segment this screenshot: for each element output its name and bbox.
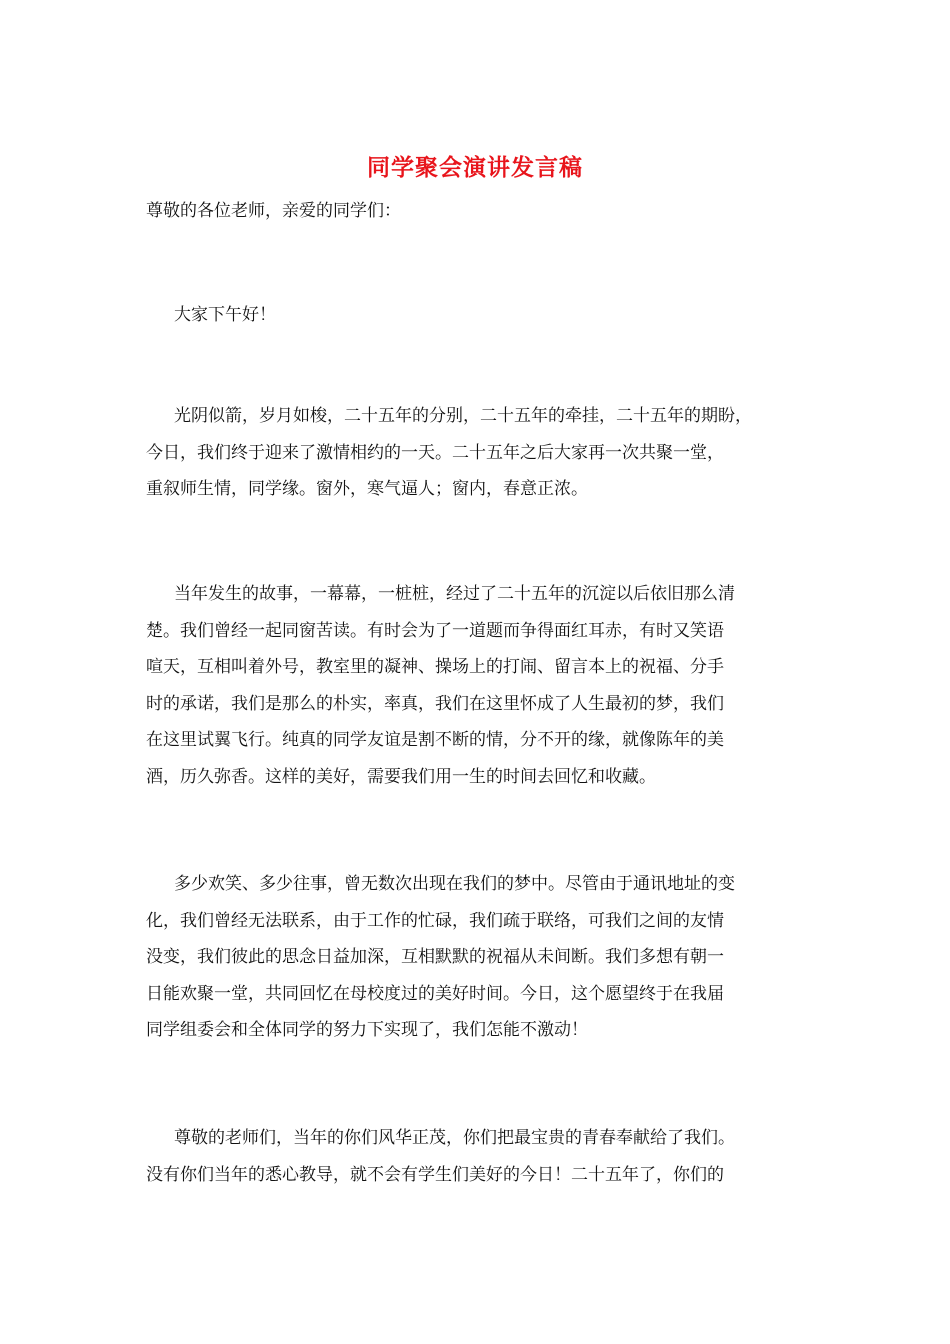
paragraph-line: 喧天，互相叫着外号，教室里的凝神、操场上的打闹、留言本上的祝福、分手 [146, 657, 724, 677]
paragraph-line: 光阴似箭，岁月如梭，二十五年的分别，二十五年的牵挂，二十五年的期盼， [174, 406, 752, 426]
document-title: 同学聚会演讲发言稿 [367, 154, 583, 181]
paragraph-line: 重叙师生情，同学缘。窗外，寒气逼人；窗内，春意正浓。 [146, 479, 588, 499]
paragraph-line: 日能欢聚一堂，共同回忆在母校度过的美好时间。今日，这个愿望终于在我届 [146, 983, 724, 1004]
paragraph-reunion [146, 866, 836, 1049]
paragraph-line: 在这里试翼飞行。纯真的同学友谊是割不断的情，分不开的缘，就像陈年的美 [146, 730, 724, 750]
paragraph-memories [146, 576, 836, 795]
paragraph-line: 没变，我们彼此的思念日益加深，互相默默的祝福从未间断。我们多想有朝一 [146, 947, 724, 967]
paragraph-teachers [146, 1120, 836, 1193]
paragraph-line: 多少欢笑、多少往事，曾无数次出现在我们的梦中。尽管由于通讯地址的变 [174, 874, 735, 894]
paragraph-line: 酒，历久弥香。这样的美好，需要我们用一生的时间去回忆和收藏。 [146, 766, 656, 787]
paragraph-greeting [146, 297, 836, 334]
paragraph-line: 楚。我们曾经一起同窗苦读。有时会为了一道题而争得面红耳赤，有时又笑语 [146, 620, 724, 641]
paragraph-line: 大家下午好！ [174, 305, 276, 325]
paragraph-line: 当年发生的故事，一幕幕，一桩桩，经过了二十五年的沉淀以后依旧那么清 [174, 584, 735, 604]
salutation: 尊敬的各位老师，亲爱的同学们： [146, 201, 401, 221]
paragraph-line: 同学组委会和全体同学的努力下实现了，我们怎能不激动！ [146, 1020, 588, 1040]
paragraph-line: 化，我们曾经无法联系，由于工作的忙碌，我们疏于联络，可我们之间的友情 [146, 910, 724, 931]
paragraph-line: 没有你们当年的悉心教导，就不会有学生们美好的今日！二十五年了，你们的 [146, 1164, 724, 1185]
paragraph-line: 时的承诺，我们是那么的朴实，率真，我们在这里怀成了人生最初的梦，我们 [146, 693, 724, 714]
paragraph-line: 尊敬的老师们，当年的你们风华正茂，你们把最宝贵的青春奉献给了我们。 [174, 1128, 735, 1148]
paragraph-time-passing [146, 398, 836, 508]
paragraph-line: 今日，我们终于迎来了激情相约的一天。二十五年之后大家再一次共聚一堂， [146, 442, 724, 463]
